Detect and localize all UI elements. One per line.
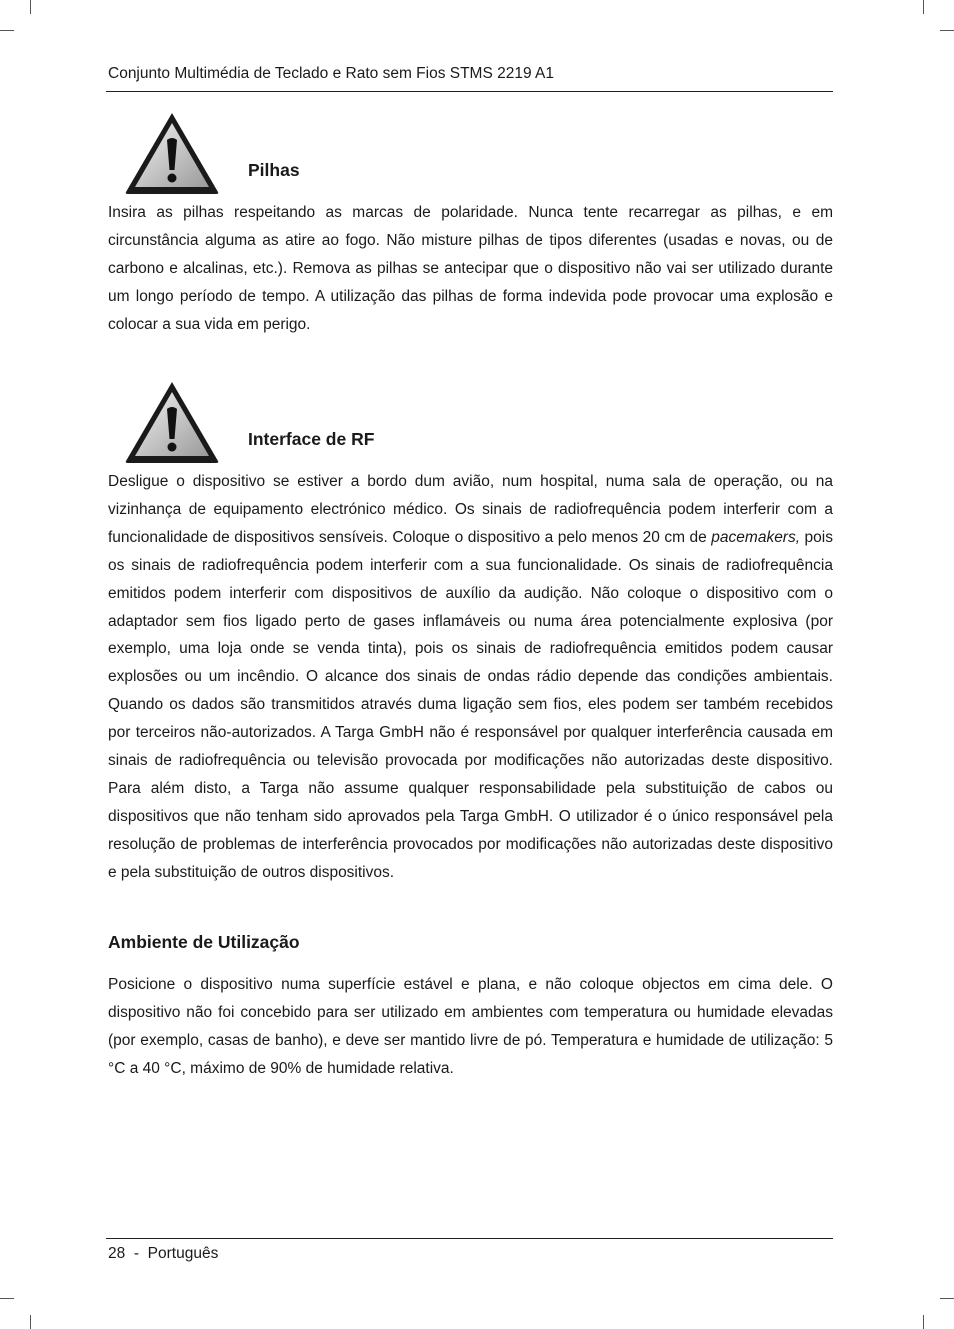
crop-mark	[940, 30, 954, 31]
paragraph-text: pois os sinais de radiofrequência podem interferir com a sua funcionalidade. Os sinais de radiofrequência emitidos podem interferir com dispositivos de auxílio da audição. Não coloque o dispositivo com o adaptador sem fios ligado perto de gases inflamáveis ou numa área potencialmente explosiva (por exemplo, uma loja onde se venda tinta), pois os sinais de radiofrequência emitidos podem causar explosões ou um incêndio. O alcance dos sinais de ondas rádio depende das condições ambientais. Quando os dados são transmitidos através duma ligação sem fios, eles podem ser também recebidos por terceiros não-autorizados. A Targa GmbH não é responsável por qualquer interferência causada em sinais de radiofrequência ou televisão provocada por modificações não autorizadas deste dispositivo. Para além disto, a Targa não assume qualquer responsabilidade pela substituição de cabos ou dispositivos que não tenham sido aprovados pela Targa GmbH. O utilizador é o único responsável pela resolução de problemas de interferência provocados por modificações não autorizadas deste dispositivo e pela substituição de outros dispositivos.	[108, 528, 833, 881]
footer-separator: -	[133, 1245, 140, 1262]
section-heading: Pilhas	[248, 160, 300, 180]
crop-mark	[923, 1315, 924, 1329]
footer-language: Português	[147, 1245, 219, 1262]
section-heading: Interface de RF	[248, 429, 375, 449]
crop-mark	[30, 1315, 31, 1329]
page-footer	[108, 1242, 218, 1266]
warning-triangle-icon	[123, 379, 221, 465]
paragraph-italic-text: pacemakers,	[711, 528, 801, 546]
section-paragraph: Insira as pilhas respeitando as marcas de polaridade. Nunca tente recarregar as pilhas, e em circunstância alguma as atire ao fogo. Não misture pilhas de tipos diferentes (usadas e novas, ou de carbono e alcalinas, etc.). Remova as pilhas se antecipar que o dispositivo não vai ser utilizado durante um longo período de tempo. A utilização das pilhas de forma indevida pode provocar uma explosão e colocar a sua vida em perigo.	[108, 204, 833, 333]
header-divider	[106, 91, 833, 92]
section-heading: Ambiente de Utilização	[108, 932, 300, 952]
paragraph-text: Desligue o dispositivo se estiver a bordo dum avião, num hospital, numa sala de operação, ou na vizinhança de equipamento electrónico médico. Os sinais de radiofrequência podem interferir com a funcionalidade de dispositivos sensíveis. Coloque o dispositivo a pelo menos 20 cm de	[108, 473, 833, 546]
warning-triangle-icon	[123, 110, 221, 196]
page-number: 28	[108, 1245, 126, 1262]
crop-mark	[0, 1298, 14, 1299]
crop-mark	[0, 30, 14, 31]
footer-divider	[106, 1238, 833, 1239]
section-paragraph	[108, 468, 833, 887]
crop-mark	[940, 1298, 954, 1299]
page-header: Conjunto Multimédia de Teclado e Rato sem Fios STMS 2219 A1	[108, 65, 555, 82]
crop-mark	[923, 0, 924, 14]
crop-mark	[30, 0, 31, 14]
section-paragraph: Posicione o dispositivo numa superfície estável e plana, e não coloque objectos em cima dele. O dispositivo não foi concebido para ser utilizado em ambientes com temperatura ou humidade elevadas (por exemplo, casas de banho), e deve ser mantido livre de pó. Temperatura e humidade de utilização: 5 °C a 40 °C, máximo de 90% de humidade relativa.	[108, 976, 833, 1077]
